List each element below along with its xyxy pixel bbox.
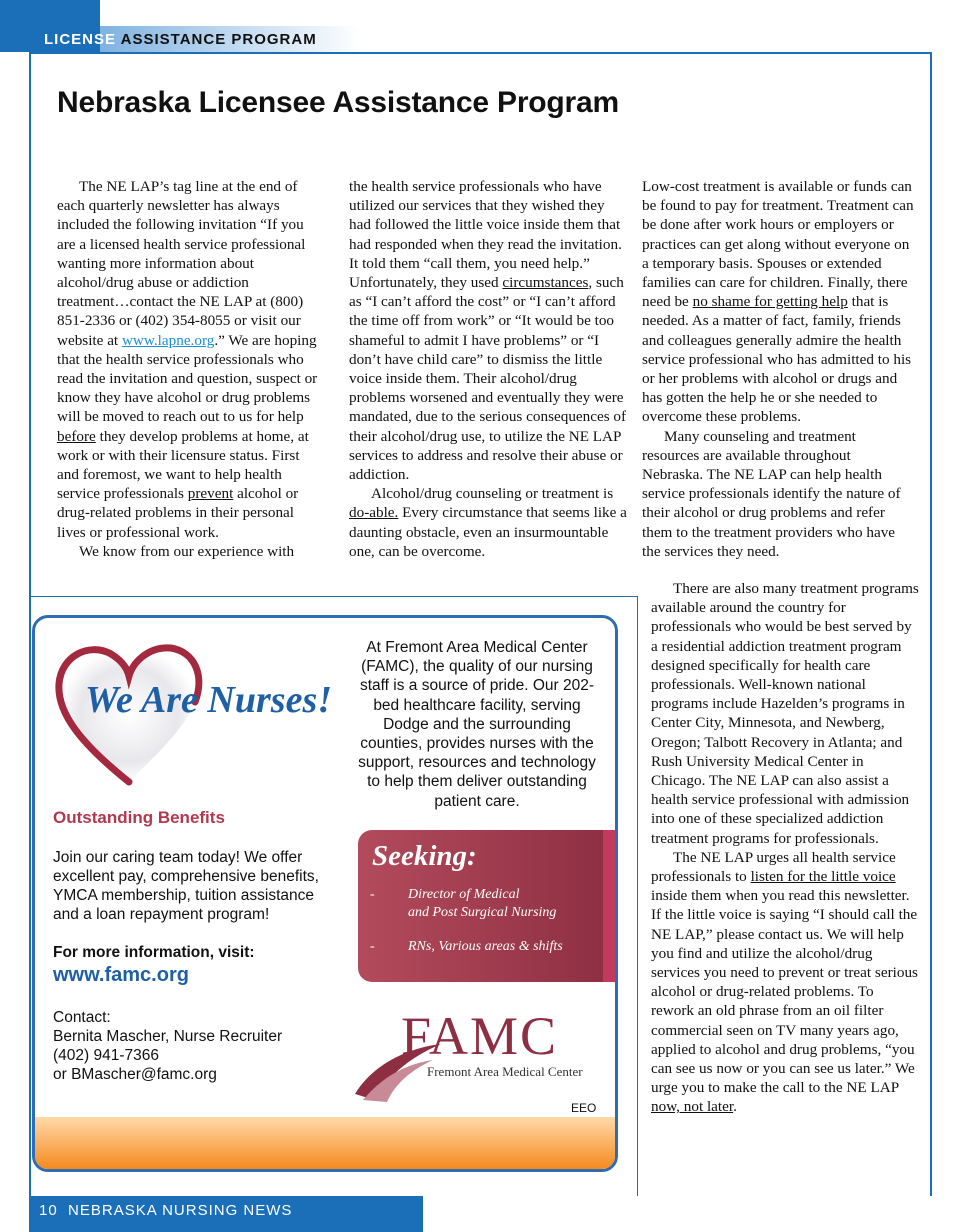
bullet-dash: -	[370, 939, 375, 954]
famc-logo-text: FAMC	[401, 1006, 559, 1066]
text-run: the health service professionals who have utilized our services that they wished they had followed the little voice inside them that had responded when they read the invitation. It told them “call them, you need help.” Unfortunately, they used	[349, 178, 622, 292]
paragraph	[642, 177, 914, 427]
seeking-item	[370, 886, 556, 922]
text-run: they develop problems at home, at work or with their licensure status. First and foremost, we want to help health service professionals	[57, 427, 309, 503]
website-link[interactable]: www.lapne.org	[121, 331, 215, 349]
text-run: that is needed. As a matter of fact, family, friends and colleagues generally admire the health service professional who has admitted to his or her problems with alcohol or drugs and has gotten the help he or she needed to overcome these problems.	[642, 293, 912, 426]
contact-label: Contact:	[53, 1009, 111, 1026]
seeking-item-line: and Post Surgical Nursing	[408, 905, 557, 920]
text-run: alcohol or drug-related problems in their personal lives or professional work.	[57, 485, 299, 541]
text-run: The NE LAP urges all health service professionals to	[651, 848, 896, 886]
contact-phone: (402) 941-7366	[53, 1047, 159, 1064]
seeking-item-line: RNs, Various areas & shifts	[408, 939, 563, 954]
seeking-item	[370, 938, 563, 956]
section-header	[44, 31, 317, 48]
eeo-label: EEO	[571, 1101, 597, 1115]
paragraph	[651, 848, 919, 1117]
famc-logo	[353, 1006, 613, 1101]
footer-bar	[29, 1196, 423, 1232]
contact-block	[53, 1008, 282, 1084]
paragraph	[57, 177, 322, 542]
article-column-3	[642, 177, 914, 561]
text-run: , such as “I can’t afford the cost” or “I can’t afford the time off from work” or “It would be too shameful to admit I have problems” or “I don’t have child care” to dismiss the little voice inside them. Their alcohol/drug problems worsened and eventually they were mandated, due to the serious consequences of their alcohol/drug use, to utilize the NE LAP services to address and resolve their abuse or addiction.	[349, 274, 627, 484]
emphasis-no-shame: no shame for getting help	[692, 293, 848, 311]
page-title: Nebraska Licensee Assistance Program	[57, 86, 619, 119]
paragraph: There are also many treatment programs available around the country for professionals who would be best served by a residential addiction treatment program designed specifically for health care professionals. Well-known national programs include Hazelden’s programs in Center City, Minnesota, and Newberg, Oregon; Talbott Recovery in Atlanta; and Rush University Medical Center in Chicago. The NE LAP can also assist a health service professional with admission into one of these specialized addiction treatment programs for professionals.	[651, 580, 919, 847]
article-column-3-continued	[651, 579, 919, 1117]
text-run: Low-cost treatment is available or funds can be found to pay for treatment. Treatment can be done after work hours or employers or practices can get along without everyone on a temporary basis. Spouses or extended families can care for children. Finally, there need be	[642, 178, 914, 311]
emphasis-circumstances: circumstances	[502, 274, 589, 292]
more-info-label: For more information, visit:	[53, 944, 255, 961]
benefits-title: Outstanding Benefits	[53, 808, 225, 827]
emphasis-now-not-later: now, not later	[651, 1098, 734, 1116]
footer-text	[39, 1202, 292, 1219]
page-number: 10	[39, 1202, 58, 1219]
article-column-2	[349, 177, 627, 561]
famc-advertisement[interactable]	[32, 615, 618, 1172]
contact-email[interactable]: or BMascher@famc.org	[53, 1066, 217, 1083]
emphasis-doable: do-able.	[349, 504, 399, 522]
ad-orange-band	[35, 1117, 615, 1169]
article-column-1	[57, 177, 322, 561]
section-header-word2: ASSISTANCE PROGRAM	[120, 31, 317, 48]
paragraph: Many counseling and treatment resources are available throughout Nebraska. The NE LAP can help health service professionals identify the nature of their alcohol or drug problems and refer them to the treatment providers who have the services they need.	[642, 427, 901, 560]
ad-headline: We Are Nurses!	[85, 679, 333, 721]
bullet-dash: -	[370, 887, 375, 902]
famc-website-link[interactable]: www.famc.org	[53, 964, 189, 986]
emphasis-prevent: prevent	[187, 485, 234, 503]
famc-logo-subtitle: Fremont Area Medical Center	[427, 1064, 583, 1079]
paragraph	[349, 484, 627, 561]
emphasis-listen: listen for the little voice	[750, 868, 896, 886]
contact-name: Bernita Mascher, Nurse Recruiter	[53, 1028, 283, 1045]
seeking-item-line: Director of Medical	[408, 887, 520, 902]
publication-name: NEBRASKA NURSING NEWS	[68, 1202, 293, 1219]
seeking-accent-bar	[603, 830, 617, 982]
text-run: Alcohol/drug counseling or treatment is	[371, 485, 614, 503]
section-header-word1: LICENSE	[44, 31, 117, 48]
paragraph	[349, 177, 627, 484]
emphasis-before: before	[57, 427, 96, 445]
seeking-title: Seeking:	[372, 840, 477, 872]
paragraph: We know from our experience with	[79, 542, 295, 560]
text-run: The NE LAP’s tag line at the end of each quarterly newsletter has always included the following invitation “If you are a licensed health service professional wanting more information about alcohol/drug abuse or addiction treatment…contact the NE LAP at (800) 851-2336 or (402) 354-8055 or visit our website at	[57, 178, 306, 349]
seeking-panel	[358, 830, 615, 982]
text-run: Every circumstance that seems like a daunting obstacle, even an insurmountable one, can be overcome.	[349, 504, 627, 560]
benefits-text: Join our caring team today! We offer excellent pay, comprehensive benefits, YMCA membership, tuition assistance and a loan repayment program!	[53, 849, 319, 923]
text-run: inside them when you read this newsletter. If the little voice is saying “I should call the NE LAP,” please contact us. We will help you find and utilize the alcohol/drug services you need to prevent or treat serious alcohol or drug-related problems. To rework an old phrase from an oil filter commercial seen on TV many years ago, applied to alcohol and drug problems, “you can see us now or you can see us later.” We urge you to make the call to the NE LAP	[651, 887, 918, 1097]
text-run: .” We are hoping that the health service professionals who read the invitation and question, suspect or know they have alcohol or drug problems will be moved to reach out to us for help	[57, 331, 318, 426]
text-run: .	[733, 1098, 737, 1116]
ad-intro-text: At Fremont Area Medical Center (FAMC), the quality of our nursing staff is a source of pride. Our 202-bed healthcare facility, serving Dodge and the surrounding counties, provides nurses with the support, resources and technology to help them deliver outstanding patient care.	[358, 639, 596, 810]
